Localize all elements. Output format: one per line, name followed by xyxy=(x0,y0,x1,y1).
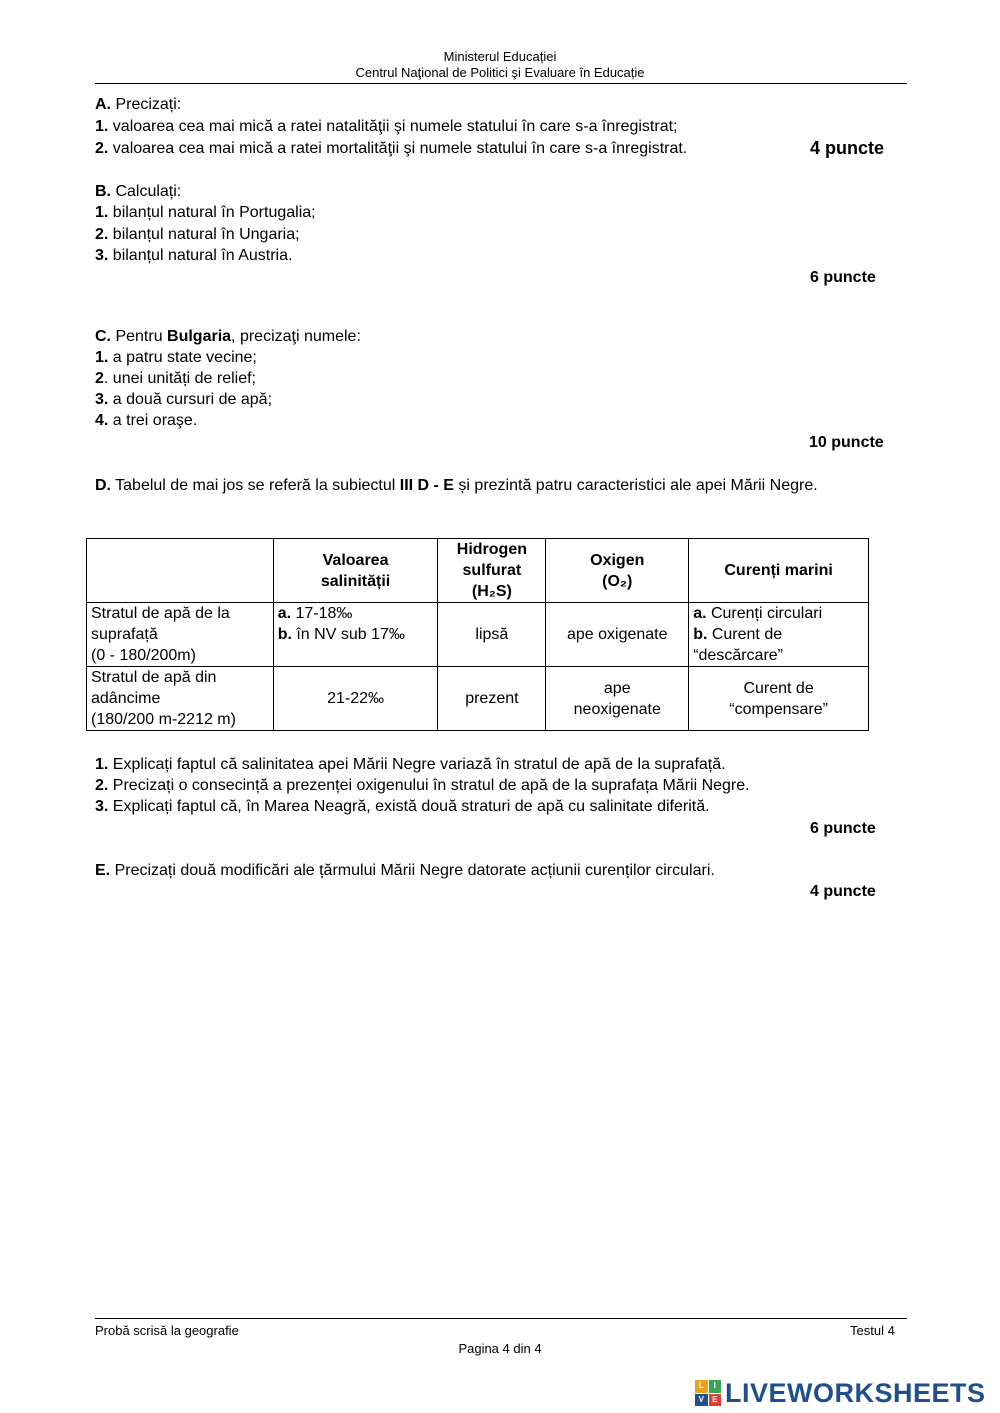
table-row xyxy=(87,667,869,731)
section-c-item-3: 3. a două cursuri de apă; xyxy=(95,391,273,408)
section-a-points: 4 puncte xyxy=(810,138,885,158)
header-center: Centrul Naţional de Politici şi Evaluare în Educație xyxy=(355,65,645,80)
section-e-points: 4 puncte xyxy=(810,883,876,900)
table-header-oxygen: Oxigen (O₂) xyxy=(546,539,689,603)
table-cell-h2s: lipsă xyxy=(438,603,546,667)
table-cell-salinity: 21-22‰ xyxy=(273,667,438,731)
section-d-item-2: 2. Precizați o consecință a prezenței oxigenului în stratul de apă de la suprafața Mării Negre. xyxy=(95,777,750,794)
table-header-salinity: Valoarea salinității xyxy=(273,539,438,603)
section-d-item-1: 1. Explicați faptul că salinitatea apei Mării Negre variază în stratul de apă de la suprafață. xyxy=(95,756,726,773)
table-cell-layer: Stratul de apă din adâncime (180/200 m-2212 m) xyxy=(87,667,274,731)
section-b-item-3: 3. bilanțul natural în Austria. xyxy=(95,247,293,264)
table-header-currents: Curenți marini xyxy=(689,539,869,603)
section-c-item-2: 2. unei unități de relief; xyxy=(95,370,256,387)
table-header-row xyxy=(87,539,869,603)
section-a-intro: A. Precizați: xyxy=(95,96,182,113)
table-cell-salinity: a. 17-18‰ b. în NV sub 17‰ xyxy=(273,603,438,667)
section-c-item-4: 4. a trei oraşe. xyxy=(95,412,198,429)
liveworksheets-wordmark: LIVEWORKSHEETS xyxy=(725,1377,986,1408)
liveworksheets-logo xyxy=(695,1377,986,1409)
table-row xyxy=(87,603,869,667)
section-b-points: 6 puncte xyxy=(810,269,876,286)
footer-test: Testul 4 xyxy=(850,1323,895,1338)
section-d-item-3: 3. Explicați faptul că, în Marea Neagră, există două straturi de apă cu salinitate diferită. xyxy=(95,798,710,815)
section-d-intro: D. Tabelul de mai jos se referă la subiectul III D - E și prezintă patru caracteristici ale apei Mării Negre. xyxy=(95,477,818,494)
table-header-empty xyxy=(87,539,274,603)
section-a-item-2: 2. valoarea cea mai mică a ratei mortalităţii şi numele statului în care s-a înregistrat. xyxy=(95,140,688,157)
liveworksheets-mark-icon: L I V E xyxy=(695,1380,721,1406)
section-e-text: E. Precizați două modificări ale țărmului Mării Negre datorate acțiunii curenților circulari. xyxy=(95,862,715,879)
section-c-points: 10 puncte xyxy=(809,434,884,451)
section-b-item-2: 2. bilanțul natural în Ungaria; xyxy=(95,226,300,243)
table-header-h2s: Hidrogen sulfurat (H₂S) xyxy=(438,539,546,603)
section-c-item-1: 1. a patru state vecine; xyxy=(95,349,257,366)
black-sea-table xyxy=(86,538,869,731)
section-d-points: 6 puncte xyxy=(810,820,876,837)
section-b-intro: B. Calculați: xyxy=(95,183,182,200)
section-b-item-1: 1. bilanțul natural în Portugalia; xyxy=(95,204,316,221)
section-c-intro: C. Pentru Bulgaria, precizaţi numele: xyxy=(95,328,361,345)
section-a-item-1: 1. valoarea cea mai mică a ratei natalităţii şi numele statului în care s-a înregistrat; xyxy=(95,118,678,135)
header-divider xyxy=(95,83,907,84)
table-cell-oxygen: ape neoxigenate xyxy=(546,667,689,731)
table-cell-layer: Stratul de apă de la suprafață (0 - 180/200m) xyxy=(87,603,274,667)
table-cell-currents: Curent de “compensare” xyxy=(689,667,869,731)
footer-divider xyxy=(95,1318,907,1319)
footer-page: Pagina 4 din 4 xyxy=(458,1341,542,1356)
header-ministry: Ministerul Educației xyxy=(443,49,557,64)
footer-subject: Probă scrisă la geografie xyxy=(95,1323,239,1338)
table-cell-currents: a. Curenți circulari b. Curent de “descărcare” xyxy=(689,603,869,667)
table-cell-h2s: prezent xyxy=(438,667,546,731)
table-cell-oxygen: ape oxigenate xyxy=(546,603,689,667)
